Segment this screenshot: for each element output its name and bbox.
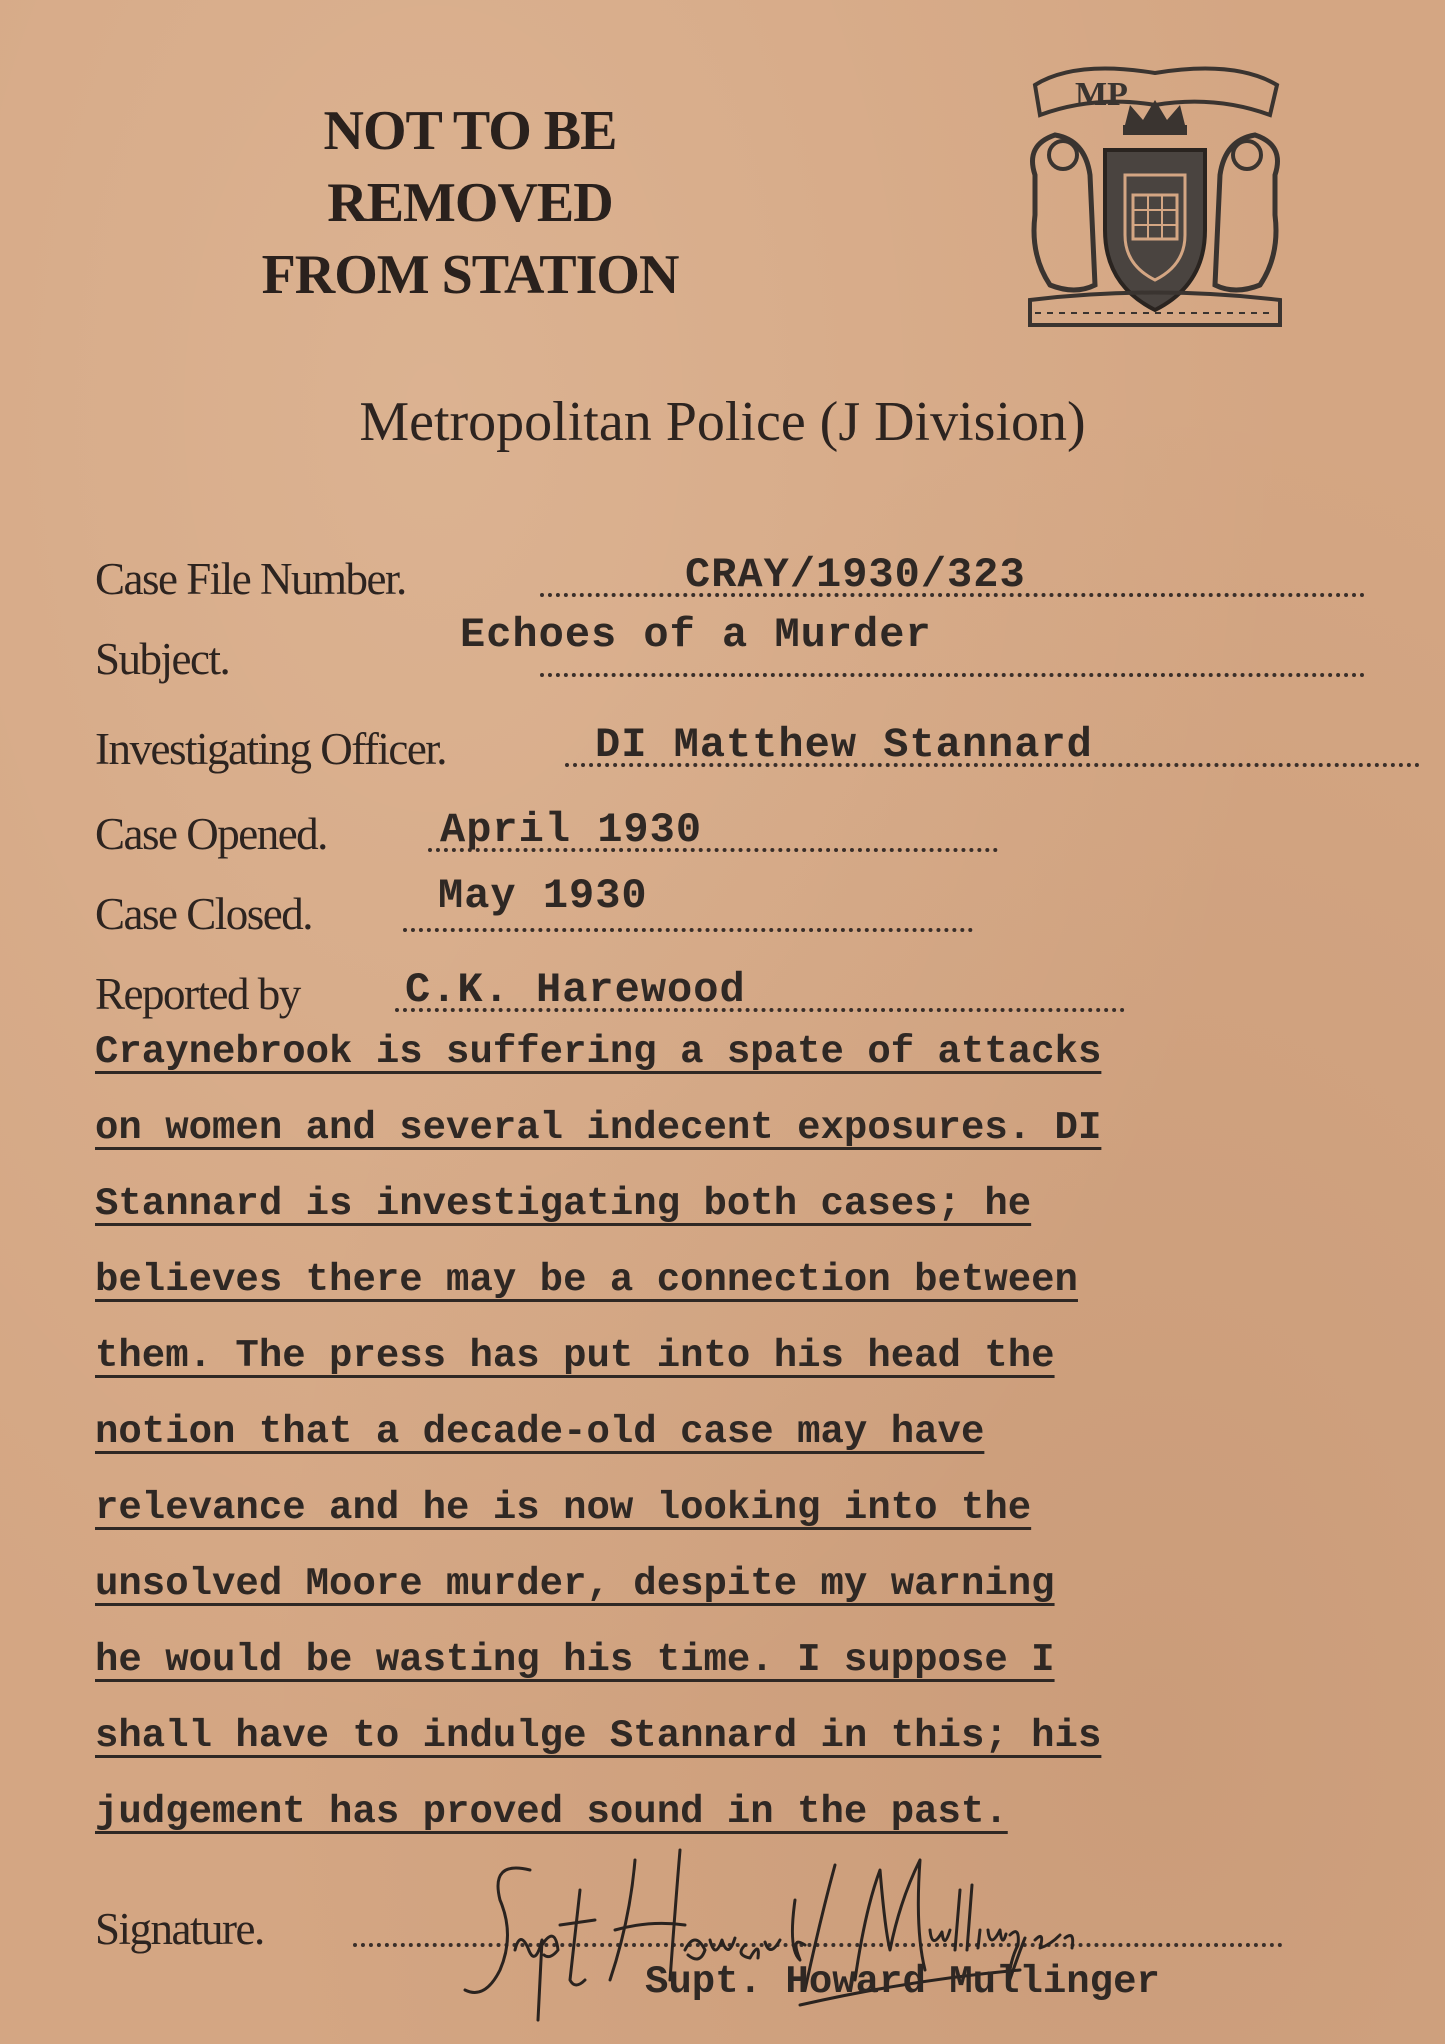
report-line: relevance and he is now looking into the	[95, 1486, 1032, 1530]
investigating-officer-label: Investigating Officer.	[95, 724, 447, 774]
dotted-leader	[540, 673, 1365, 677]
report-line: Craynebrook is suffering a spate of attacks	[95, 1030, 1102, 1074]
case-opened-label: Case Opened.	[95, 809, 327, 859]
case-file-number-label: Case File Number.	[95, 554, 406, 604]
case-closed-row	[95, 870, 1045, 940]
report-line: them. The press has put into his head the	[95, 1334, 1055, 1378]
report-line: unsolved Moore murder, despite my warning	[95, 1562, 1055, 1606]
reported-by-row	[95, 950, 1145, 1020]
report-line: believes there may be a connection between	[95, 1258, 1078, 1302]
report-line: notion that a decade-old case may have	[95, 1410, 985, 1454]
subject-label: Subject.	[95, 634, 230, 684]
investigating-officer-row	[95, 705, 1345, 775]
subject-row	[95, 611, 1295, 685]
report-line: he would be wasting his time. I suppose I	[95, 1638, 1055, 1682]
warning-line: REMOVED	[327, 172, 613, 234]
report-line: on women and several indecent exposures. DI	[95, 1106, 1102, 1150]
dotted-leader	[403, 928, 973, 932]
report-line: Stannard is investigating both cases; he	[95, 1182, 1032, 1226]
reported-by-value: C.K. Harewood	[405, 966, 746, 1014]
typed-signatory-name: Supt. Howard Mullinger	[645, 1960, 1160, 2004]
report-line: shall have to indulge Stannard in this; his	[95, 1714, 1102, 1758]
case-closed-label: Case Closed.	[95, 889, 312, 939]
reported-by-label: Reported by	[95, 969, 300, 1019]
case-file-number-row	[95, 535, 1295, 605]
case-opened-row	[95, 790, 1045, 860]
subject-value: Echoes of a Murder	[460, 611, 932, 659]
metropolitan-police-crest-icon	[1015, 55, 1295, 345]
case-file-number-value: CRAY/1930/323	[685, 551, 1026, 599]
report-line: judgement has proved sound in the past.	[95, 1790, 1008, 1834]
warning-line: NOT TO BE	[323, 100, 617, 162]
case-closed-value: May 1930	[438, 872, 648, 920]
crest-letters: MP	[1075, 76, 1128, 113]
case-opened-value: April 1930	[440, 806, 703, 854]
warning-line: FROM STATION	[261, 244, 679, 306]
not-to-be-removed-notice	[190, 95, 750, 311]
signature-label: Signature.	[95, 1904, 264, 1954]
page-title: Metropolitan Police (J Division)	[359, 391, 1086, 453]
investigating-officer-value: DI Matthew Stannard	[595, 721, 1093, 769]
